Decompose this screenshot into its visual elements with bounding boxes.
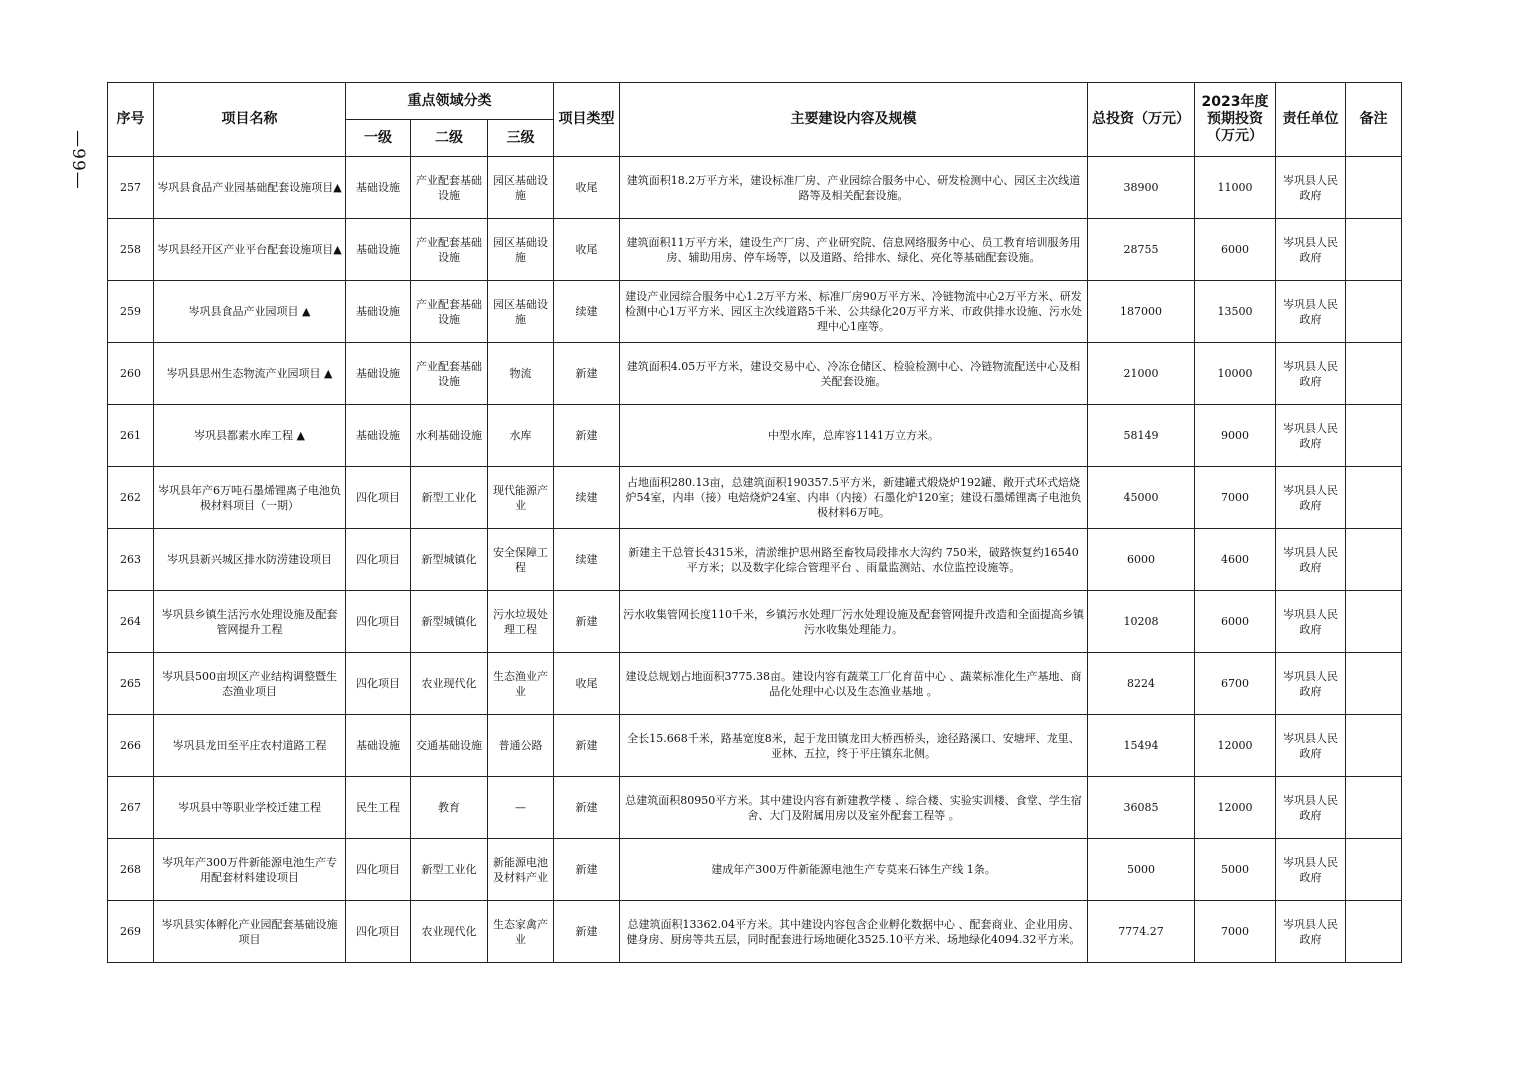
cell-unit: 岑巩县人民政府 (1276, 157, 1346, 219)
header-level2: 二级 (411, 120, 488, 157)
cell-total: 21000 (1088, 343, 1195, 405)
cell-name: 岑巩县经开区产业平台配套设施项目▲ (154, 219, 346, 281)
cell-note (1346, 839, 1402, 901)
cell-type: 续建 (554, 529, 620, 591)
cell-level1: 民生工程 (346, 777, 411, 839)
cell-total: 187000 (1088, 281, 1195, 343)
cell-name: 岑巩县500亩坝区产业结构调整暨生态渔业项目 (154, 653, 346, 715)
cell-level3: 现代能源产业 (488, 467, 554, 529)
table-row (108, 219, 1402, 281)
cell-total: 38900 (1088, 157, 1195, 219)
cell-invest-2023: 7000 (1195, 901, 1276, 963)
cell-seq: 261 (108, 405, 154, 467)
cell-level1: 基础设施 (346, 405, 411, 467)
cell-name: 岑巩县乡镇生活污水处理设施及配套管网提升工程 (154, 591, 346, 653)
cell-invest-2023: 6000 (1195, 591, 1276, 653)
cell-seq: 266 (108, 715, 154, 777)
cell-unit: 岑巩县人民政府 (1276, 777, 1346, 839)
cell-invest-2023: 10000 (1195, 343, 1276, 405)
cell-level3: — (488, 777, 554, 839)
header-level3: 三级 (488, 120, 554, 157)
cell-content: 建设产业园综合服务中心1.2万平方米、标准厂房90万平方米、冷链物流中心2万平方米、研发检测中心1万平方米、园区主次线道路5千米、公共绿化20万平方米、市政供排水设施、污水处理中心1座等。 (620, 281, 1088, 343)
cell-seq: 262 (108, 467, 154, 529)
cell-level3: 普通公路 (488, 715, 554, 777)
cell-content: 总建筑面积13362.04平方米。其中建设内容包含企业孵化数据中心 、配套商业、企业用房、健身房、厨房等共五层，同时配套进行场地硬化3525.10平方米、场地绿化4094.32平方米。 (620, 901, 1088, 963)
cell-invest-2023: 11000 (1195, 157, 1276, 219)
cell-unit: 岑巩县人民政府 (1276, 343, 1346, 405)
cell-content: 占地面积280.13亩，总建筑面积190357.5平方米，新建罐式煅烧炉192罐、敞开式环式焙烧炉54室，内串（接）电焙烧炉24室、内串（内接）石墨化炉120室；建设石墨烯锂离子电池负极材料6万吨。 (620, 467, 1088, 529)
cell-level1: 四化项目 (346, 901, 411, 963)
cell-note (1346, 343, 1402, 405)
cell-name: 岑巩县新兴城区排水防涝建设项目 (154, 529, 346, 591)
cell-total: 36085 (1088, 777, 1195, 839)
cell-level3: 污水垃圾处理工程 (488, 591, 554, 653)
cell-unit: 岑巩县人民政府 (1276, 219, 1346, 281)
table-row (108, 901, 1402, 963)
cell-total: 6000 (1088, 529, 1195, 591)
cell-level1: 四化项目 (346, 839, 411, 901)
table-row (108, 591, 1402, 653)
cell-total: 10208 (1088, 591, 1195, 653)
cell-invest-2023: 12000 (1195, 715, 1276, 777)
cell-level3: 生态渔业产业 (488, 653, 554, 715)
cell-seq: 260 (108, 343, 154, 405)
cell-type: 收尾 (554, 219, 620, 281)
header-unit: 责任单位 (1276, 83, 1346, 157)
cell-note (1346, 591, 1402, 653)
cell-level2: 新型城镇化 (411, 591, 488, 653)
cell-unit: 岑巩县人民政府 (1276, 405, 1346, 467)
cell-content: 新建主干总管长4315米，清淤维护思州路至畜牧局段排水大沟约 750米，破路恢复约16540平方米；以及数字化综合管理平台 、雨量监测站、水位监控设施等。 (620, 529, 1088, 591)
cell-level1: 四化项目 (346, 591, 411, 653)
cell-content: 总建筑面积80950平方米。其中建设内容有新建教学楼 、综合楼、实验实训楼、食堂、学生宿舍、大门及附属用房以及室外配套工程等 。 (620, 777, 1088, 839)
cell-type: 新建 (554, 839, 620, 901)
cell-level2: 产业配套基础设施 (411, 219, 488, 281)
cell-content: 中型水库，总库容1141万立方米。 (620, 405, 1088, 467)
project-table (107, 82, 1402, 963)
cell-content: 建筑面积4.05万平方米，建设交易中心、冷冻仓储区、检验检测中心、冷链物流配送中心及相关配套设施。 (620, 343, 1088, 405)
cell-level3: 园区基础设施 (488, 157, 554, 219)
cell-level2: 产业配套基础设施 (411, 281, 488, 343)
page-number (58, 110, 98, 210)
cell-unit: 岑巩县人民政府 (1276, 281, 1346, 343)
table-row (108, 529, 1402, 591)
table-row (108, 405, 1402, 467)
cell-invest-2023: 4600 (1195, 529, 1276, 591)
header-note: 备注 (1346, 83, 1402, 157)
cell-level1: 基础设施 (346, 157, 411, 219)
cell-note (1346, 281, 1402, 343)
cell-name: 岑巩年产300万件新能源电池生产专 用配套材料建设项目 (154, 839, 346, 901)
cell-level3: 安全保障工程 (488, 529, 554, 591)
cell-unit: 岑巩县人民政府 (1276, 653, 1346, 715)
cell-note (1346, 777, 1402, 839)
cell-name: 岑巩县都素水库工程 ▲ (154, 405, 346, 467)
cell-type: 续建 (554, 467, 620, 529)
cell-content: 建筑面积11万平方米，建设生产厂房、产业研究院、信息网络服务中心、员工教育培训服务用房、辅助用房、停车场等，以及道路、给排水、绿化、亮化等基础配套设施。 (620, 219, 1088, 281)
cell-type: 收尾 (554, 653, 620, 715)
cell-seq: 265 (108, 653, 154, 715)
header-name: 项目名称 (154, 83, 346, 157)
cell-unit: 岑巩县人民政府 (1276, 591, 1346, 653)
cell-invest-2023: 6000 (1195, 219, 1276, 281)
cell-total: 15494 (1088, 715, 1195, 777)
cell-level2: 农业现代化 (411, 901, 488, 963)
cell-level2: 交通基础设施 (411, 715, 488, 777)
cell-seq: 267 (108, 777, 154, 839)
header-total: 总投资（万元） (1088, 83, 1195, 157)
cell-level2: 新型工业化 (411, 839, 488, 901)
cell-invest-2023: 9000 (1195, 405, 1276, 467)
header-seq: 序号 (108, 83, 154, 157)
cell-type: 新建 (554, 343, 620, 405)
cell-name: 岑巩县食品产业园项目 ▲ (154, 281, 346, 343)
cell-type: 新建 (554, 777, 620, 839)
page-number-text: —99— (68, 130, 89, 190)
cell-level1: 四化项目 (346, 467, 411, 529)
table-row (108, 715, 1402, 777)
cell-unit: 岑巩县人民政府 (1276, 715, 1346, 777)
table-row (108, 343, 1402, 405)
cell-level2: 农业现代化 (411, 653, 488, 715)
cell-seq: 257 (108, 157, 154, 219)
header-category: 重点领域分类 (346, 83, 554, 120)
cell-level3: 园区基础设施 (488, 219, 554, 281)
cell-note (1346, 715, 1402, 777)
cell-note (1346, 529, 1402, 591)
cell-total: 8224 (1088, 653, 1195, 715)
cell-invest-2023: 5000 (1195, 839, 1276, 901)
cell-content: 建筑面积18.2万平方米，建设标准厂房、产业园综合服务中心、研发检测中心、园区主次线道路等及相关配套设施。 (620, 157, 1088, 219)
cell-type: 新建 (554, 901, 620, 963)
cell-type: 新建 (554, 715, 620, 777)
cell-name: 岑巩县龙田至平庄农村道路工程 (154, 715, 346, 777)
cell-total: 58149 (1088, 405, 1195, 467)
cell-unit: 岑巩县人民政府 (1276, 467, 1346, 529)
cell-seq: 264 (108, 591, 154, 653)
cell-level1: 四化项目 (346, 653, 411, 715)
cell-note (1346, 157, 1402, 219)
header-content: 主要建设内容及规模 (620, 83, 1088, 157)
cell-level1: 基础设施 (346, 343, 411, 405)
cell-level1: 基础设施 (346, 715, 411, 777)
cell-seq: 268 (108, 839, 154, 901)
cell-name: 岑巩县实体孵化产业园配套基础设施项目 (154, 901, 346, 963)
cell-level2: 水利基础设施 (411, 405, 488, 467)
cell-level1: 基础设施 (346, 219, 411, 281)
cell-unit: 岑巩县人民政府 (1276, 529, 1346, 591)
table-row (108, 467, 1402, 529)
cell-invest-2023: 7000 (1195, 467, 1276, 529)
cell-level1: 基础设施 (346, 281, 411, 343)
cell-seq: 263 (108, 529, 154, 591)
cell-level2: 产业配套基础设施 (411, 343, 488, 405)
cell-name: 岑巩县思州生态物流产业园项目 ▲ (154, 343, 346, 405)
cell-note (1346, 901, 1402, 963)
cell-level3: 水库 (488, 405, 554, 467)
cell-type: 收尾 (554, 157, 620, 219)
cell-seq: 258 (108, 219, 154, 281)
cell-type: 续建 (554, 281, 620, 343)
cell-name: 岑巩县中等职业学校迁建工程 (154, 777, 346, 839)
cell-seq: 269 (108, 901, 154, 963)
cell-note (1346, 653, 1402, 715)
table-row (108, 281, 1402, 343)
table-body (108, 157, 1402, 963)
cell-invest-2023: 6700 (1195, 653, 1276, 715)
cell-level1: 四化项目 (346, 529, 411, 591)
cell-level3: 生态家禽产业 (488, 901, 554, 963)
cell-total: 28755 (1088, 219, 1195, 281)
cell-level2: 产业配套基础设施 (411, 157, 488, 219)
table-row (108, 157, 1402, 219)
header-invest-2023: 2023年度预期投资（万元） (1195, 83, 1276, 157)
cell-content: 建成年产300万件新能源电池生产专莫来石钵生产线 1条。 (620, 839, 1088, 901)
cell-note (1346, 219, 1402, 281)
cell-name: 岑巩县年产6万吨石墨烯锂离子电池负极材料项目（一期） (154, 467, 346, 529)
table-header (108, 83, 1402, 157)
cell-total: 7774.27 (1088, 901, 1195, 963)
cell-invest-2023: 13500 (1195, 281, 1276, 343)
cell-name: 岑巩县食品产业园基础配套设施项目▲ (154, 157, 346, 219)
cell-type: 新建 (554, 591, 620, 653)
cell-note (1346, 405, 1402, 467)
cell-type: 新建 (554, 405, 620, 467)
table-row (108, 839, 1402, 901)
cell-content: 全长15.668千米，路基宽度8米，起于龙田镇龙田大桥西桥头，途径路溪口、安塘坪、龙里、亚林、五拉，终于平庄镇东北侧。 (620, 715, 1088, 777)
cell-total: 5000 (1088, 839, 1195, 901)
cell-content: 污水收集管网长度110千米，乡镇污水处理厂污水处理设施及配套管网提升改造和全面提高乡镇污水收集处理能力。 (620, 591, 1088, 653)
table-row (108, 653, 1402, 715)
cell-level2: 教育 (411, 777, 488, 839)
header-type: 项目类型 (554, 83, 620, 157)
cell-total: 45000 (1088, 467, 1195, 529)
cell-level3: 物流 (488, 343, 554, 405)
cell-level2: 新型城镇化 (411, 529, 488, 591)
cell-level3: 园区基础设施 (488, 281, 554, 343)
header-level1: 一级 (346, 120, 411, 157)
cell-content: 建设总规划占地面积3775.38亩。建设内容有蔬菜工厂化育苗中心 、蔬菜标准化生产基地、商品化处理中心以及生态渔业基地 。 (620, 653, 1088, 715)
cell-level2: 新型工业化 (411, 467, 488, 529)
table-row (108, 777, 1402, 839)
cell-invest-2023: 12000 (1195, 777, 1276, 839)
cell-seq: 259 (108, 281, 154, 343)
cell-level3: 新能源电池及材料产业 (488, 839, 554, 901)
cell-unit: 岑巩县人民政府 (1276, 901, 1346, 963)
cell-note (1346, 467, 1402, 529)
cell-unit: 岑巩县人民政府 (1276, 839, 1346, 901)
